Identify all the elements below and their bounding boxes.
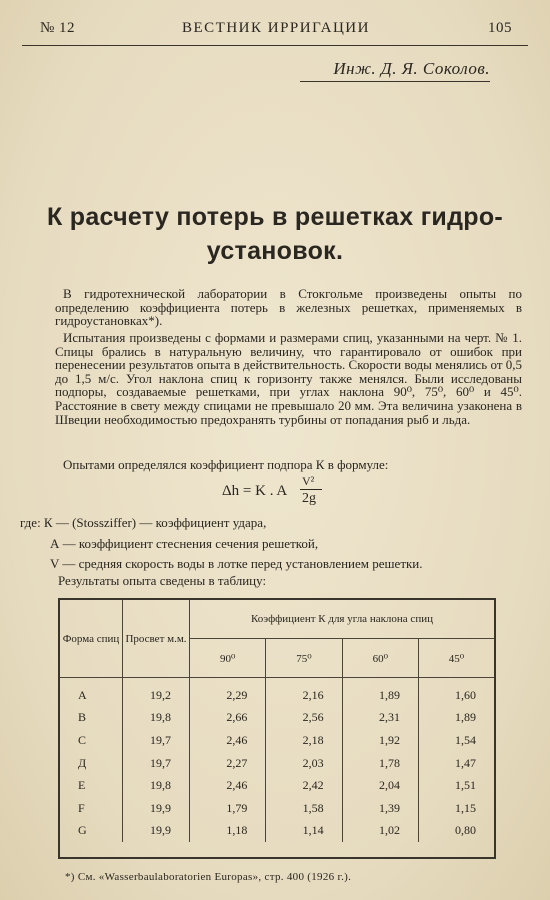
cell-gap: 19,9 xyxy=(123,820,190,843)
cell-k75: 1,58 xyxy=(266,797,342,820)
cell-form: В xyxy=(60,707,123,730)
cell-form: А xyxy=(60,678,123,707)
cell-k45: 1,60 xyxy=(455,687,476,702)
table-row xyxy=(60,797,494,820)
paragraph-formula-intro: Опытами определялся коэффициент подпора К в формуле: xyxy=(63,457,389,472)
footnote: *) См. «Wasserbaulaboratorien Europas», стр. 400 (1926 г.). xyxy=(65,871,352,883)
col-header-form: Форма спиц xyxy=(60,600,123,678)
author-underline xyxy=(300,81,490,82)
cell-k90: 2,46 xyxy=(190,774,266,797)
table-intro: Результаты опыта сведены в таблицу: xyxy=(58,573,267,588)
cell-k60: 1,39 xyxy=(342,797,418,820)
results-table xyxy=(58,598,496,859)
cell-gap: 19,9 xyxy=(123,797,190,820)
cell-gap: 19,8 xyxy=(123,707,190,730)
issue-number: № 12 xyxy=(40,20,76,36)
cell-k45: 1,51 xyxy=(455,778,476,793)
col-header-coefficient: Коэффициент К для угла наклона спиц xyxy=(190,600,495,639)
cell-k45: 1,15 xyxy=(455,800,476,815)
angle-header-90: 90⁰ xyxy=(190,639,266,678)
journal-title: ВЕСТНИК ИРРИГАЦИИ xyxy=(182,20,370,36)
paragraph-intro: В гидротехнической лаборатории в Стокгольме произведены опыты по определению коэффициента потерь в железных решетках, применяемых в гидроустановках*). xyxy=(55,286,522,329)
table-row xyxy=(60,707,494,730)
cell-k75: 2,18 xyxy=(266,729,342,752)
paragraph-experiments: Испытания произведены с формами и размерами спиц, указанными на черт. № 1. Спицы брались в натуральную величину, что гарантировало от ошибок при перенесении результатов опыта в действительность. Скорости воды менялись от 0,5 до 1,5 м/с. Угол наклона спиц к горизонту также менялся. Были исследованы подпоры, создаваемые решетками, при углах наклона 90⁰, 75⁰, 60⁰ и 45⁰. Расстояние в свету между спицами не превышало 20 мм. Эта величина узаконена в Швеции необходимостью предохранять турбины от попадания рыб и льда. xyxy=(55,330,522,427)
cell-form: Е xyxy=(60,774,123,797)
page-number: 105 xyxy=(488,20,512,36)
table-row xyxy=(60,678,494,707)
table-row xyxy=(60,774,494,797)
formula-lhs: Δh = K . A xyxy=(222,483,288,499)
title-line-2: установок. xyxy=(206,237,344,265)
fraction-bar xyxy=(300,489,322,490)
col-header-gap: Просвет м.м. xyxy=(123,600,190,678)
definition-v: V — средняя скорость воды в лотке перед установлением решетки. xyxy=(50,556,423,571)
cell-k45: 1,89 xyxy=(455,710,476,725)
formula-denominator: 2g xyxy=(302,491,316,506)
cell-gap: 19,7 xyxy=(123,729,190,752)
cell-form: F xyxy=(60,797,123,820)
cell-k60: 1,78 xyxy=(342,752,418,775)
table-row xyxy=(60,729,494,752)
cell-k90: 1,79 xyxy=(190,797,266,820)
cell-k60: 2,04 xyxy=(342,774,418,797)
running-header xyxy=(40,20,512,42)
cell-k90: 2,46 xyxy=(190,729,266,752)
cell-k45: 0,80 xyxy=(455,823,476,838)
cell-form: G xyxy=(60,820,123,843)
cell-k90: 2,29 xyxy=(190,678,266,707)
cell-k60: 1,89 xyxy=(342,678,418,707)
cell-k75: 2,56 xyxy=(266,707,342,730)
header-divider xyxy=(22,45,528,46)
author-name: Инж. Д. Я. Соколов. xyxy=(333,59,490,78)
cell-k90: 2,27 xyxy=(190,752,266,775)
definition-a: А — коэффициент стеснения сечения решеткой, xyxy=(50,536,319,551)
table-row xyxy=(60,820,494,843)
cell-k60: 1,02 xyxy=(342,820,418,843)
cell-k60: 2,31 xyxy=(342,707,418,730)
cell-gap: 19,2 xyxy=(123,678,190,707)
formula-numerator: V² xyxy=(302,474,315,488)
article-title xyxy=(35,200,515,268)
cell-k45: 1,47 xyxy=(455,755,476,770)
cell-k75: 2,42 xyxy=(266,774,342,797)
cell-k75: 2,16 xyxy=(266,678,342,707)
cell-k45: 1,54 xyxy=(455,732,476,747)
angle-header-60: 60⁰ xyxy=(342,639,418,678)
cell-form: Д xyxy=(60,752,123,775)
cell-k90: 1,18 xyxy=(190,820,266,843)
cell-k90: 2,66 xyxy=(190,707,266,730)
cell-k75: 2,03 xyxy=(266,752,342,775)
title-line-1: К расчету потерь в решетках гидро- xyxy=(46,203,504,231)
angle-header-75: 75⁰ xyxy=(266,639,342,678)
table-row xyxy=(60,752,494,775)
cell-k60: 1,92 xyxy=(342,729,418,752)
cell-gap: 19,7 xyxy=(123,752,190,775)
cell-k75: 1,14 xyxy=(266,820,342,843)
definition-k: где: К — (Stossziffer) — коэффициент удара, xyxy=(20,515,267,530)
angle-header-45: 45⁰ xyxy=(418,639,494,678)
loss-formula xyxy=(222,474,342,508)
cell-gap: 19,8 xyxy=(123,774,190,797)
cell-form: С xyxy=(60,729,123,752)
